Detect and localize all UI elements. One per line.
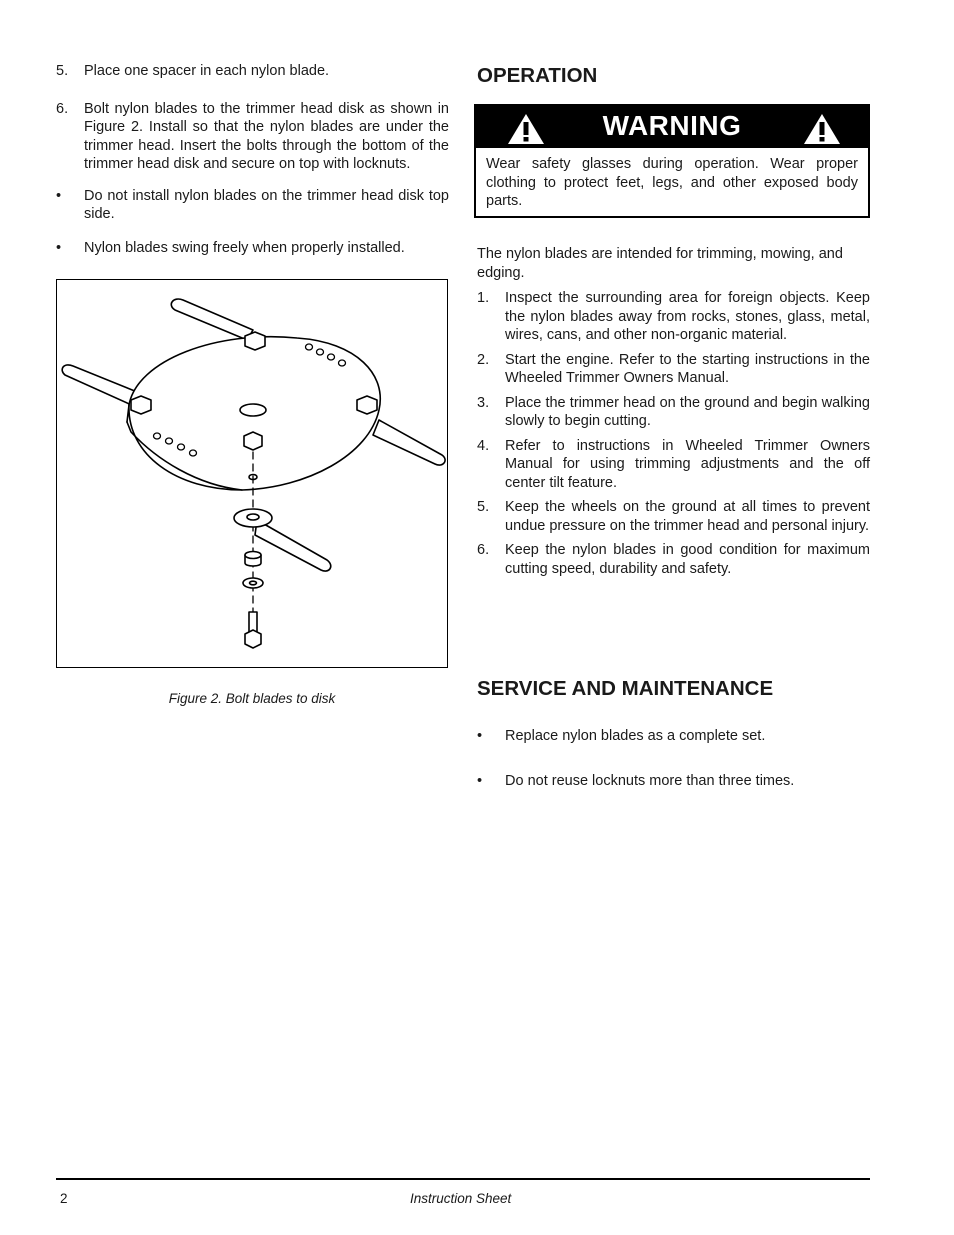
list-marker: 6. (56, 100, 69, 117)
list-item (56, 187, 449, 224)
list-item (477, 394, 870, 431)
trimmer-head-diagram (57, 280, 447, 667)
list-item (477, 289, 870, 345)
list-item (477, 727, 870, 746)
list-item-text: Place one spacer in each nylon blade. (84, 63, 330, 79)
list-item-text: Keep the wheels on the ground at all times to prevent undue pressure on the trimmer head and personal injury. (505, 499, 870, 534)
list-item (56, 239, 449, 258)
warning-box (474, 104, 870, 218)
list-marker: • (56, 239, 62, 256)
list-item (56, 100, 449, 174)
operation-heading: OPERATION (477, 64, 598, 87)
list-item (477, 541, 870, 578)
list-marker: 1. (477, 290, 490, 306)
operation-intro: The nylon blades are intended for trimming, mowing, and edging. (477, 246, 843, 281)
list-marker: 3. (477, 394, 490, 411)
list-item-text: Replace nylon blades as a complete set. (505, 728, 766, 744)
service-heading: SERVICE AND MAINTENANCE (477, 677, 774, 700)
left-column (56, 62, 449, 257)
list-item (477, 498, 870, 535)
list-item (477, 437, 870, 493)
figure-frame (56, 279, 448, 668)
list-item-text: Bolt nylon blades to the trimmer head disk as shown in Figure 2. Install so that the nylon blades are under the trimmer head. Insert the bolts through the bottom of the trimmer head disk and secure on top with locknuts. (84, 100, 449, 172)
warning-triangle-icon (802, 112, 842, 146)
warning-text: Wear safety glasses during operation. Wear proper clothing to protect feet, legs, and other exposed body parts. (486, 156, 858, 209)
warning-header (476, 106, 868, 148)
footer-divider (56, 1178, 870, 1180)
list-item (477, 351, 870, 388)
list-marker: 5. (56, 63, 69, 79)
list-marker: 2. (477, 351, 490, 368)
list-marker: 6. (477, 542, 490, 558)
list-item-text: Inspect the surrounding area for foreign objects. Keep the nylon blades away from rocks, stones, glass, metal, wires, cans, and other non-organic material. (505, 290, 870, 343)
list-marker: 5. (477, 499, 490, 515)
list-item-text: Do not reuse locknuts more than three times. (505, 773, 795, 789)
list-item-text: Refer to instructions in Wheeled Trimmer Owners Manual for using trimming adjustments and the off center tilt feature. (505, 437, 870, 491)
list-item-text: Place the trimmer head on the ground and begin walking slowly to begin cutting. (505, 394, 870, 429)
figure-caption: Figure 2. Bolt blades to disk (168, 691, 336, 706)
list-marker: • (477, 728, 483, 744)
footer-title: Instruction Sheet (410, 1191, 512, 1206)
list-item (477, 772, 870, 791)
list-item (56, 62, 449, 81)
warning-title: WARNING (602, 110, 742, 141)
list-item-text: Do not install nylon blades on the trimmer head disk top side. (84, 187, 449, 222)
list-marker: • (56, 187, 62, 204)
operation-steps (477, 289, 870, 578)
list-item-text: Nylon blades swing freely when properly installed. (84, 239, 405, 256)
list-marker: • (477, 773, 483, 789)
list-item-text: Keep the nylon blades in good condition for maximum cutting speed, durability and safety. (505, 542, 870, 577)
page-number: 2 (60, 1191, 68, 1206)
list-marker: 4. (477, 437, 490, 454)
list-item-text: Start the engine. Refer to the starting instructions in the Wheeled Trimmer Owners Manual. (505, 351, 870, 386)
